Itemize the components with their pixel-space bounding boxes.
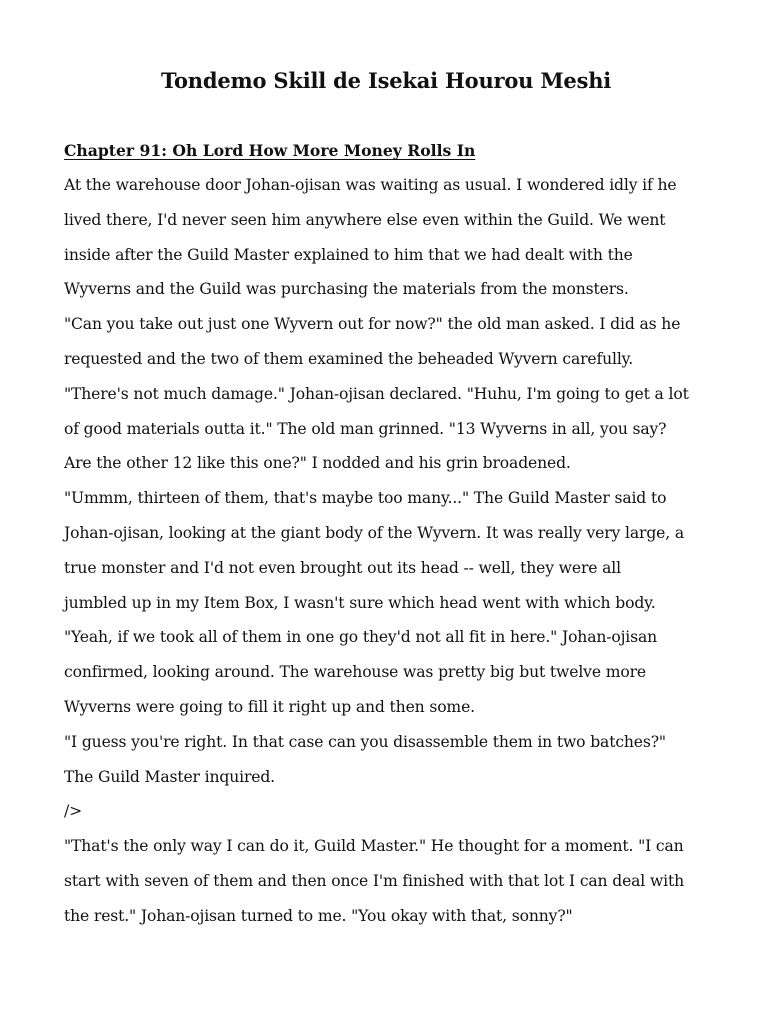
text-line: "I guess you're right. In that case can you disassemble them in two batches?" [64,732,666,751]
text-line: "Yeah, if we took all of them in one go they'd not all fit in here." Johan-ojisan [64,628,658,647]
text-line: Wyverns were going to fill it right up and then some. [64,697,475,716]
document-title: Tondemo Skill de Isekai Hourou Meshi [160,68,612,93]
text-line: confirmed, looking around. The warehouse was pretty big but twelve more [64,663,646,682]
text-line: of good materials outta it." The old man grinned. "13 Wyverns in all, you say? [64,419,667,438]
text-line: true monster and I'd not even brought out its head -- well, they were all [64,558,621,577]
text-line: At the warehouse door Johan-ojisan was waiting as usual. I wondered idly if he [64,176,677,194]
text-line: /> [64,802,83,821]
chapter-heading: Chapter 91: Oh Lord How More Money Rolls In [64,141,476,160]
text-line: "Ummm, thirteen of them, that's maybe too many..." The Guild Master said to [64,489,667,508]
text-line: Are the other 12 like this one?" I nodded and his grin broadened. [64,454,571,473]
text-line: Johan-ojisan, looking at the giant body of the Wyvern. It was really very large, a [64,523,684,542]
text-line: The Guild Master inquired. [64,767,275,786]
text-line: the rest." Johan-ojisan turned to me. "You okay with that, sonny?" [64,906,573,925]
text-line: "That's the only way I can do it, Guild Master." He thought for a moment. "I can [64,837,684,856]
text-line: requested and the two of them examined the beheaded Wyvern carefully. [64,349,634,368]
text-line: jumbled up in my Item Box, I wasn't sure which head went with which body. [64,593,656,612]
text-line: "Can you take out just one Wyvern out for now?" the old man asked. I did as he [64,315,681,334]
chapter-body [64,168,708,934]
text-line: "There's not much damage." Johan-ojisan declared. "Huhu, I'm going to get a lot [64,384,689,403]
text-line: lived there, I'd never seen him anywhere else even within the Guild. We went [64,210,666,229]
text-line: start with seven of them and then once I'm finished with that lot I can deal with [64,871,684,890]
text-line: Wyverns and the Guild was purchasing the materials from the monsters. [64,280,629,299]
text-line: inside after the Guild Master explained to him that we had dealt with the [64,245,633,264]
